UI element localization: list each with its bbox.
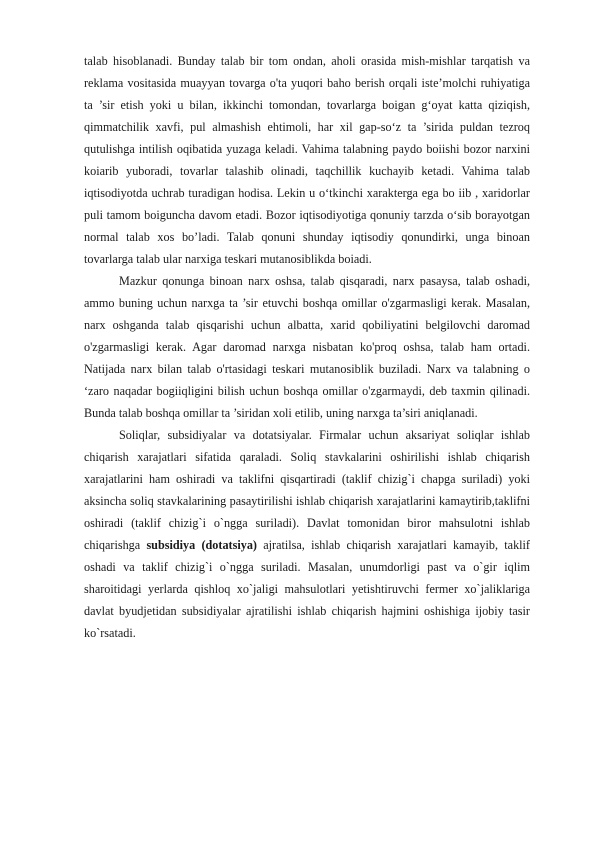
paragraph-3-text-after: ajratilsa, ishlab chiqarish xarajatlari kamayib, taklif oshadi va taklif chizig`i o`ngga suriladi. Masalan, unumdorligi past va o`gir iqlim sharoitidagi yerlarda qishloq xo`jaligi mahsulotlari yetishtiruvchi fermer xo`jaliklariga davlat byudjetidan subsidiyalar ajratilishi ishlab chiqarish hajmini oshishiga ijobiy tasir ko`rsatadi.: [84, 538, 530, 640]
paragraph-3: [84, 424, 530, 644]
paragraph-3-text-before: Soliqlar, subsidiyalar va dotatsiyalar. Firmalar uchun aksariyat soliqlar ishlab chiqarish xarajatlari sifatida qaraladi. Soliq stavkalarini oshirilishi ishlab chiqarish xarajatlarini ham oshiradi va taklifni qisqartiradi (taklif chizig`i chapga suriladi) yoki aksincha soliq stavkalarining pasaytirilishi ishlab chiqarish xarajatlarini kamaytirib,taklifni oshiradi (taklif chizig`i o`ngga suriladi). Davlat tomonidan biror mahsulotni ishlab chiqarishga: [84, 428, 530, 552]
subsidiya-term-bold: subsidiya (dotatsiya): [146, 538, 257, 552]
document-page: [84, 50, 530, 644]
paragraph-2: Mazkur qonunga binoan narx oshsa, talab qisqaradi, narx pasaysa, talab oshadi, ammo buning uchun narxga ta ’sir etuvchi boshqa omillar o'zgarmasligi kerak. Masalan, narx oshganda talab qisqarishi uchun albatta, xarid qobiliyatini belgilovchi daromad o'zgarmasligi kerak. Agar daromad narxga nisbatan ko'proq oshsa, talab ham ortadi. Natijada narx bilan talab o'rtasidagi teskari mutanosiblik buziladi. Narx va talabning o ‘zaro naqadar bogiiqligini bilish uchun boshqa omillar o'zgarmaydi, deb taxmin qilinadi. Bunda talab boshqa omillar ta ’siridan xoli etilib, uning narxga ta’siri aniqlanadi.: [84, 274, 530, 420]
paragraph-1: talab hisoblanadi. Bunday talab bir tom ondan, aholi orasida mish-mishlar tarqatish va reklama vositasida muayyan tovarga o'ta yuqori baho berish orqali iste’molchi ruhiyatiga ta ’sir etish yoki u bilan, ikkinchi tomondan, tovarlarga boigan g‘oyat katta qiziqish, qimmatchilik xavfi, pul almashish ehtimoli, har xil gap-so‘z ta ’sirida puldan tezroq qutulishga intilish oqibatida yuzaga keladi. Vahima talabning paydo boiishi bozor narxini koiarib yuboradi, tovarlar talashib olinadi, taqchillik kuchayib ketadi. Vahima talab iqtisodiyotda uchrab turadigan hodisa. Lekin u o‘tkinchi xarakterga ega bo iib , xaridorlar puli tamom boiguncha davom etadi. Bozor iqtisodiyotiga qonuniy tarzda o‘sib borayotgan normal talab xos bo’ladi. Talab qonuni shunday iqtisodiy qonundirki, unga binoan tovarlarga talab ular narxiga teskari mutanosiblikda boiadi.: [84, 54, 530, 266]
